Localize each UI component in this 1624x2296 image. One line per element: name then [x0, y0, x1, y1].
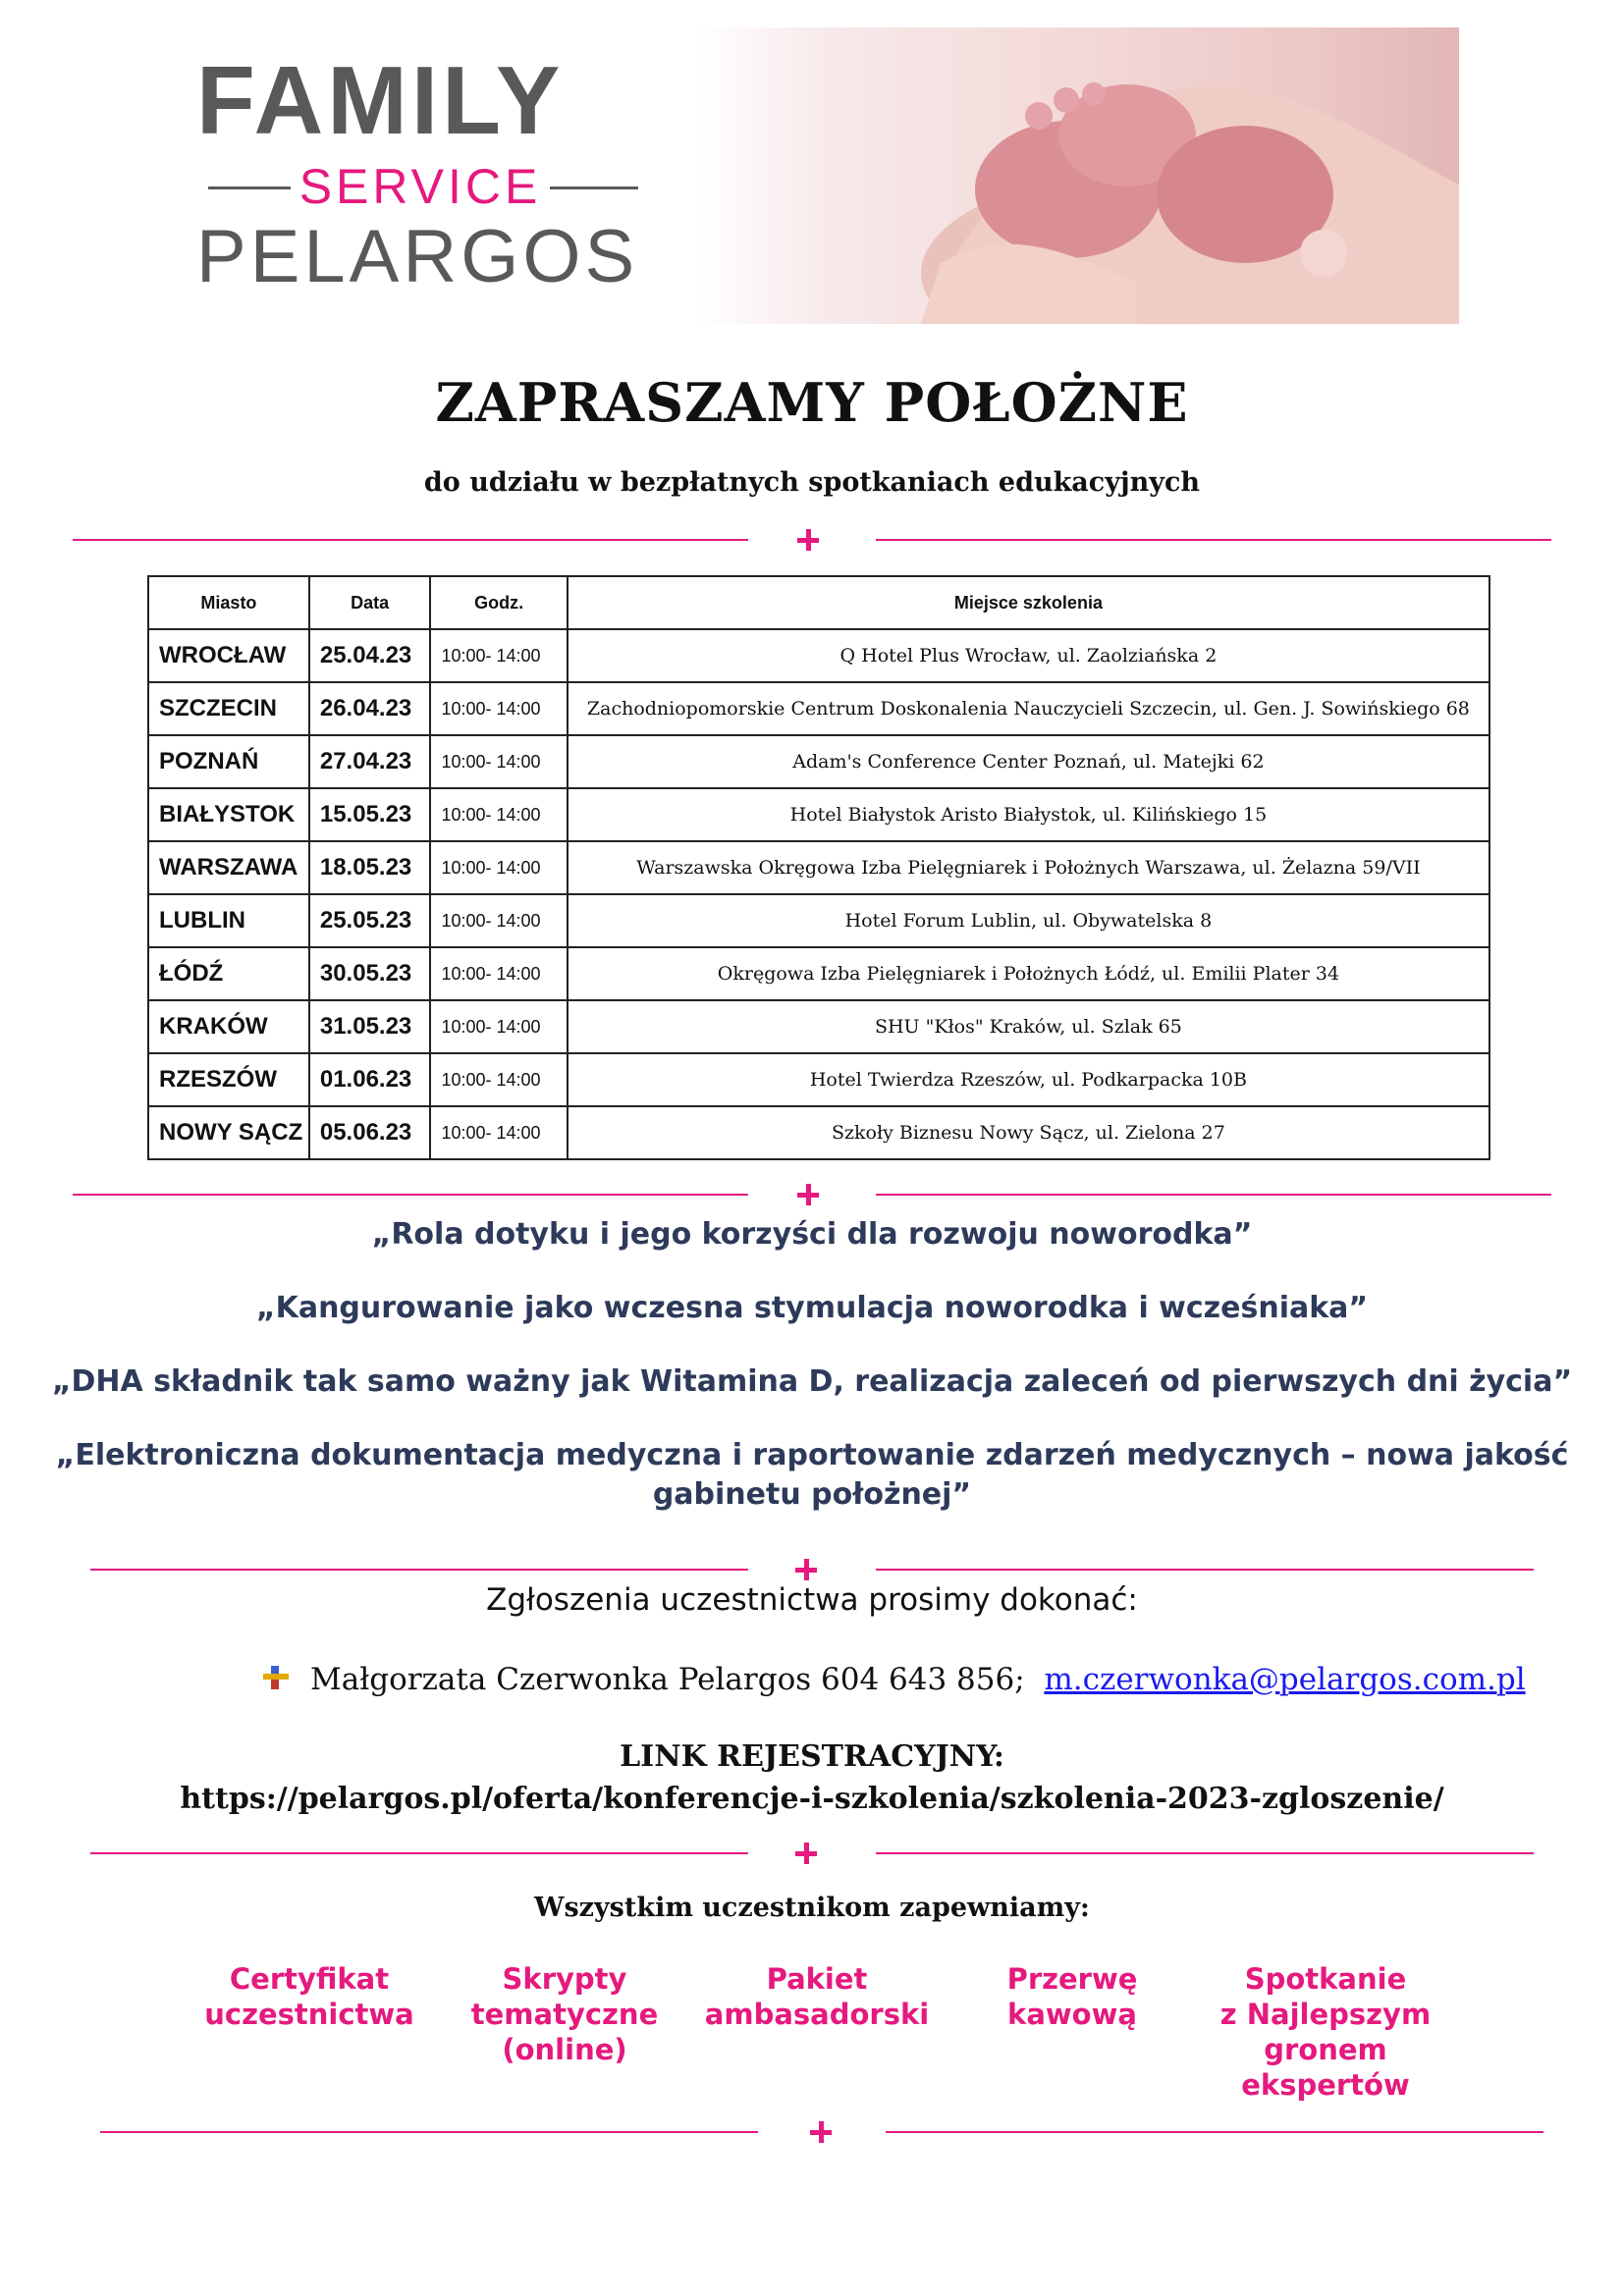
signup-text: Zgłoszenia uczestnictwa prosimy dokonać:	[486, 1582, 1138, 1618]
cell-place: Hotel Forum Lublin, ul. Obywatelska 8	[568, 894, 1489, 947]
benefit-certificate: Certyfikat uczestnictwa	[204, 1962, 414, 2031]
table-row	[148, 947, 1489, 1000]
topic-4-line-2: gabinetu położnej”	[652, 1477, 972, 1512]
cell-time: 10:00- 14:00	[430, 841, 567, 894]
logo-rule-right	[550, 187, 638, 189]
cell-city: KRAKÓW	[148, 1000, 309, 1053]
baby-feet-illustration	[695, 27, 1459, 324]
arrow-bullet-icon	[263, 1666, 289, 1691]
plus-icon	[794, 1842, 818, 1865]
table-row	[148, 894, 1489, 947]
cell-time: 10:00- 14:00	[430, 735, 567, 788]
logo-service: SERVICE	[298, 159, 542, 214]
cell-date: 31.05.23	[309, 1000, 431, 1053]
logo-family: FAMILY	[196, 46, 565, 154]
cell-place: SHU "Kłos" Kraków, ul. Szlak 65	[568, 1000, 1489, 1053]
benefits-title: Wszystkim uczestnikom zapewniamy:	[534, 1893, 1090, 1923]
section-divider	[73, 1183, 1551, 1206]
logo-pelargos: PELARGOS	[196, 215, 639, 298]
family-service-pelargos-logo	[196, 46, 648, 298]
baby-feet-photo	[695, 27, 1459, 324]
section-divider	[100, 2120, 1543, 2144]
plus-icon	[796, 528, 820, 552]
table-row	[148, 788, 1489, 841]
cell-city: WARSZAWA	[148, 841, 309, 894]
registration-link-url[interactable]: https://pelargos.pl/oferta/konferencje-i-szkolenia/szkolenia-2023-zgloszenie/	[180, 1782, 1444, 1816]
cell-date: 25.05.23	[309, 894, 431, 947]
topic-3: „DHA składnik tak samo ważny jak Witamina D, realizacja zaleceń od pierwszych dni życia”	[51, 1364, 1573, 1399]
cell-city: WROCŁAW	[148, 629, 309, 682]
cell-time: 10:00- 14:00	[430, 947, 567, 1000]
cell-place: Warszawska Okręgowa Izba Pielęgniarek i Położnych Warszawa, ul. Żelazna 59/VII	[568, 841, 1489, 894]
cell-city: ŁÓDŹ	[148, 947, 309, 1000]
table-row	[148, 682, 1489, 735]
plus-icon	[794, 1558, 818, 1581]
cell-date: 05.06.23	[309, 1106, 431, 1159]
cell-place: Szkoły Biznesu Nowy Sącz, ul. Zielona 27	[568, 1106, 1489, 1159]
table-row	[148, 1000, 1489, 1053]
topic-2: „Kangurowanie jako wczesna stymulacja noworodka i wcześniaka”	[255, 1291, 1369, 1325]
table-header-row	[148, 576, 1489, 629]
cell-place: Q Hotel Plus Wrocław, ul. Zaolziańska 2	[568, 629, 1489, 682]
cell-time: 10:00- 14:00	[430, 1053, 567, 1106]
cell-city: NOWY SĄCZ	[148, 1106, 309, 1159]
table-row	[148, 629, 1489, 682]
plus-icon	[809, 2120, 833, 2144]
cell-time: 10:00- 14:00	[430, 894, 567, 947]
table-row	[148, 735, 1489, 788]
cell-date: 15.05.23	[309, 788, 431, 841]
cell-date: 18.05.23	[309, 841, 431, 894]
cell-date: 01.06.23	[309, 1053, 431, 1106]
header-place: Miejsce szkolenia	[568, 576, 1489, 629]
logo-rule-left	[208, 187, 291, 189]
logo-service-row	[196, 157, 648, 216]
registration-link-label: LINK REJESTRACYJNY:	[620, 1739, 1004, 1774]
cell-place: Hotel Białystok Aristo Białystok, ul. Kilińskiego 15	[568, 788, 1489, 841]
table-row	[148, 841, 1489, 894]
cell-time: 10:00- 14:00	[430, 1106, 567, 1159]
section-divider	[90, 1842, 1534, 1865]
section-divider	[90, 1558, 1534, 1581]
cell-place: Okręgowa Izba Pielęgniarek i Położnych Łódź, ul. Emilii Plater 34	[568, 947, 1489, 1000]
cell-place: Hotel Twierdza Rzeszów, ul. Podkarpacka 10B	[568, 1053, 1489, 1106]
section-divider	[73, 528, 1551, 552]
header-time: Godz.	[430, 576, 567, 629]
cell-place: Zachodniopomorskie Centrum Doskonalenia Nauczycieli Szczecin, ul. Gen. J. Sowińskiego 68	[568, 682, 1489, 735]
cell-date: 25.04.23	[309, 629, 431, 682]
email-link[interactable]: m.czerwonka@pelargos.com.pl	[1044, 1662, 1526, 1697]
cell-place: Adam's Conference Center Poznań, ul. Matejki 62	[568, 735, 1489, 788]
benefit-scripts: Skrypty tematyczne (online)	[470, 1962, 659, 2066]
benefit-ambassador-pack: Pakiet ambasadorski	[704, 1962, 930, 2031]
plus-icon	[796, 1183, 820, 1206]
cell-city: BIAŁYSTOK	[148, 788, 309, 841]
table-row	[148, 1106, 1489, 1159]
table-row	[148, 1053, 1489, 1106]
cell-city: RZESZÓW	[148, 1053, 309, 1106]
header-city: Miasto	[148, 576, 309, 629]
schedule-table	[147, 575, 1490, 1160]
cell-city: SZCZECIN	[148, 682, 309, 735]
page-title: ZAPRASZAMY POŁOŻNE	[435, 371, 1189, 434]
cell-date: 30.05.23	[309, 947, 431, 1000]
cell-city: LUBLIN	[148, 894, 309, 947]
topic-4-line-1: „Elektroniczna dokumentacja medyczna i raportowanie zdarzeń medycznych – nowa jakość	[55, 1438, 1569, 1472]
cell-date: 26.04.23	[309, 682, 431, 735]
contact-person: Małgorzata Czerwonka Pelargos 604 643 856;	[310, 1662, 1025, 1697]
cell-time: 10:00- 14:00	[430, 629, 567, 682]
benefit-experts-meeting: Spotkanie z Najlepszym gronem ekspertów	[1219, 1962, 1432, 2102]
benefit-coffee-break: Przerwę kawową	[1006, 1962, 1138, 2031]
topic-1: „Rola dotyku i jego korzyści dla rozwoju noworodka”	[371, 1217, 1253, 1252]
page-subtitle: do udziału w bezpłatnych spotkaniach edukacyjnych	[423, 467, 1201, 498]
cell-time: 10:00- 14:00	[430, 682, 567, 735]
cell-time: 10:00- 14:00	[430, 788, 567, 841]
cell-date: 27.04.23	[309, 735, 431, 788]
cell-city: POZNAŃ	[148, 735, 309, 788]
cell-time: 10:00- 14:00	[430, 1000, 567, 1053]
contact-line	[263, 1662, 1526, 1697]
header-date: Data	[309, 576, 431, 629]
